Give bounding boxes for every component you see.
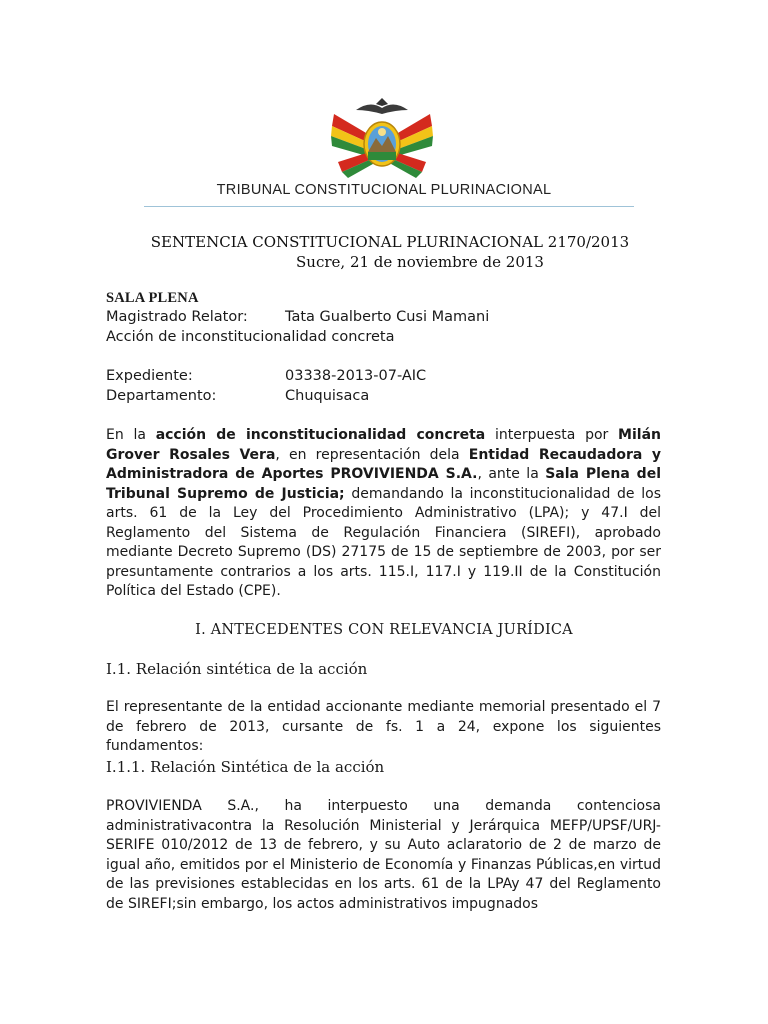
intro-bold-sala: Sala Plena del Tribunal Supremo de Justicia; <box>106 466 661 502</box>
intro-text-2: interpuesta por <box>485 427 619 443</box>
magistrado-value: Tata Gualberto Cusi Mamani <box>285 309 490 325</box>
subsection-heading-1-1: I.1. Relación sintética de la acción <box>106 660 368 678</box>
subsection-1-1-text: El representante de la entidad accionante mediante memorial presentado el 7 de febrero de 2013, cursante de fs. 1 a 24, expone los siguientes fundamentos: <box>106 699 661 754</box>
intro-text-3: , en representación dela <box>275 446 469 463</box>
departamento-label: Departamento: <box>106 388 217 404</box>
sentence-date: Sucre, 21 de noviembre de 2013 <box>296 253 544 271</box>
intro-bold-name: Milán Grover Rosales Vera <box>106 427 661 463</box>
subsection-heading-1-1-1: I.1.1. Relación Sintética de la acción <box>106 758 385 776</box>
intro-text-1: En la <box>106 427 156 443</box>
intro-text-4: , ante la <box>477 466 546 482</box>
expediente-label: Expediente: <box>106 368 193 384</box>
intro-text-5: demandando la inconstitucionalidad de los arts. 61 de la Ley del Procedimiento Administrativo (LPA); y 47.I del Reglamento del Sistema de Regulación Financiera (SIREFI), aprobado mediante Decreto Supremo (DS) 27175 de 15 de septiembre de 2003, por ser presuntamente contrarios a los arts. 115.I, 117.I y 119.II de la Constitución Política del Estado (CPE). <box>106 485 661 599</box>
header-divider <box>144 206 634 207</box>
court-name: TRIBUNAL CONSTITUCIONAL PLURINACIONAL <box>216 182 552 198</box>
coat-of-arms-seal <box>326 92 438 182</box>
departamento-value: Chuquisaca <box>285 388 370 404</box>
section-heading: I. ANTECEDENTES CON RELEVANCIA JURÍDICA <box>195 622 573 638</box>
intro-bold-accion: acción de inconstitucionalidad concreta <box>155 427 486 443</box>
subsection-1-1-1-text: PROVIVIENDA S.A., ha interpuesto una demanda contenciosa administrativacontra la Resolución Ministerial y Jerárquica MEFP/UPSF/URJ-SERIFE 010/2012 de 13 de febrero, y su Auto aclaratorio de 2 de marzo de igual año, emitidos por el Ministerio de Economía y Finanzas Públicas,en virtud de las previsiones establecidas en los arts. 61 de la LPAy 47 del Reglamento de SIREFI;sin embargo, los actos administrativos impugnados <box>106 798 661 912</box>
intro-bold-entity: Entidad Recaudadora y Administradora de Aportes PROVIVIENDA S.A. <box>106 446 662 482</box>
expediente-value: 03338-2013-07-AIC <box>285 368 427 384</box>
condor-icon <box>356 98 408 114</box>
sala-label: SALA PLENA <box>106 290 199 306</box>
sentence-title: SENTENCIA CONSTITUCIONAL PLURINACIONAL 2170/2013 <box>150 233 630 251</box>
magistrado-label: Magistrado Relator: <box>106 309 248 325</box>
intro-paragraph <box>106 426 661 602</box>
accion-type: Acción de inconstitucionalidad concreta <box>106 329 395 345</box>
